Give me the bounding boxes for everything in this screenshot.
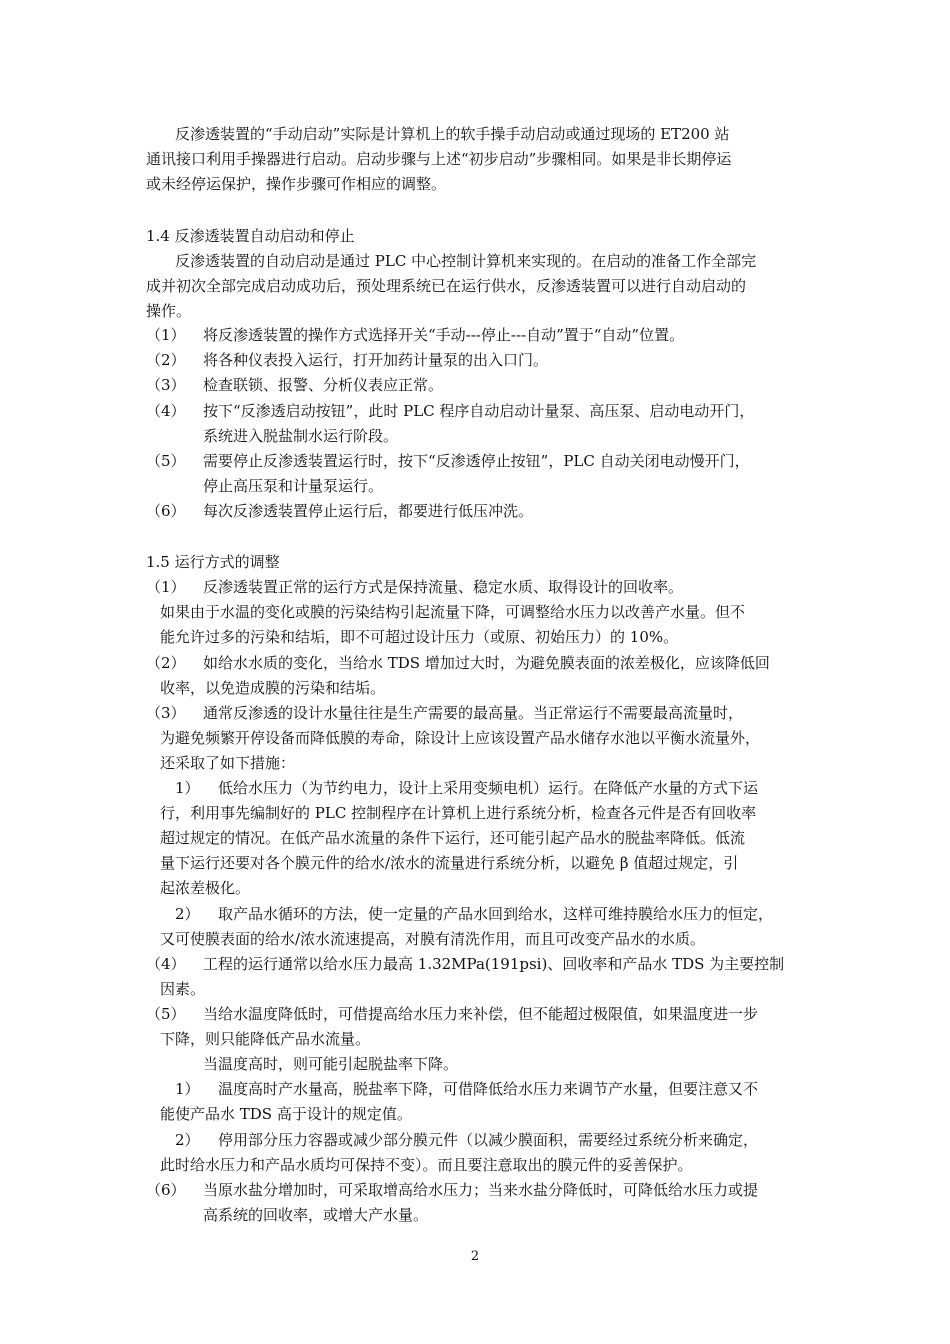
sub-item-text: 超过规定的情况。在低产品水流量的条件下运行，还可能引起产品水的脱盐率降低。低流 <box>160 829 746 847</box>
list-item-text: 能允许过多的污染和结垢，即不可超过设计压力（或原、初始压力）的 10%。 <box>160 628 679 646</box>
list-item-text: 如给水水质的变化，当给水 TDS 增加过大时，为避免膜表面的浓差极化，应该降低回 <box>203 654 770 672</box>
sub-item-text: 温度高时产水量高，脱盐率下降，可借降低给水压力来调节产水量，但要注意又不 <box>218 1080 759 1098</box>
list-item-number: （4） <box>146 402 186 420</box>
list-item-text: 当给水温度降低时，可借提高给水压力来补偿，但不能超过极限值，如果温度进一步 <box>203 1005 759 1023</box>
page-number: 2 <box>470 1249 480 1264</box>
intro-line: 或未经停运保护，操作步骤可作相应的调整。 <box>146 175 447 193</box>
list-item-text: 反渗透装置正常的运行方式是保持流量、稳定水质、取得设计的回收率。 <box>203 578 684 596</box>
list-item-text: 当原水盐分增加时，可采取增高给水压力；当来水盐分降低时，可降低给水压力或提 <box>203 1181 759 1199</box>
list-item-text: 检查联锁、报警、分析仪表应正常。 <box>203 376 444 394</box>
list-item-number: （3） <box>146 704 186 722</box>
list-item-number: （2） <box>146 351 186 369</box>
sub-item-number: 1） <box>175 1080 200 1098</box>
sub-item-number: 1） <box>175 779 200 797</box>
list-item-text: 系统进入脱盐制水运行阶段。 <box>203 427 399 445</box>
list-item-number: （1） <box>146 326 186 344</box>
section-1-4-intro-line: 操作。 <box>146 302 192 320</box>
list-item-text: 需要停止反渗透装置运行时，按下“反渗透停止按钮”，PLC 自动关闭电动慢开门， <box>203 452 750 470</box>
list-item-number: （5） <box>146 1005 186 1023</box>
sub-item-text: 行，利用事先编制好的 PLC 控制程序在计算机上进行系统分析，检查各元件是否有回收率 <box>160 804 757 822</box>
list-item-text: 工程的运行通常以给水压力最高 1.32MPa(191psi)、回收率和产品水 TDS 为主要控制 <box>203 955 785 973</box>
list-item-text: 将各种仪表投入运行，打开加药计量泵的出入口门。 <box>203 351 549 369</box>
list-item-text: 当温度高时，则可能引起脱盐率下降。 <box>203 1055 459 1073</box>
list-item-text: 按下“反渗透启动按钮”，此时 PLC 程序自动启动计量泵、高压泵、启动电动开门， <box>203 402 755 420</box>
intro-line: 通讯接口利用手操器进行启动。启动步骤与上述“初步启动”步骤相同。如果是非长期停运 <box>146 150 732 168</box>
sub-item-text: 低给水压力（为节约电力，设计上采用变频电机）运行。在降低产水量的方式下运 <box>218 779 759 797</box>
list-item-text: 通常反渗透的设计水量往往是生产需要的最高量。当正常运行不需要最高流量时， <box>203 704 744 722</box>
sub-item-text: 停用部分压力容器或减少部分膜元件（以减少膜面积，需要经过系统分析来确定， <box>218 1131 759 1149</box>
sub-item-text: 量下运行还要对各个膜元件的给水/浓水的流量进行系统分析，以避免 β 值超过规定，引 <box>160 854 739 872</box>
list-item-number: （4） <box>146 955 186 973</box>
sub-item-text: 此时给水压力和产品水质均可保持不变）。而且要注意取出的膜元件的妥善保护。 <box>160 1156 693 1174</box>
list-item-number: （6） <box>146 1181 186 1199</box>
list-item-text: 停止高压泵和计量泵运行。 <box>203 477 384 495</box>
list-item-text: 如果由于水温的变化或膜的污染结构引起流量下降，可调整给水压力以改善产水量。但不 <box>160 603 746 621</box>
list-item-text: 下降，则只能降低产品水流量。 <box>160 1030 371 1048</box>
list-item-number: （5） <box>146 452 186 470</box>
sub-item-text: 又可使膜表面的给水/浓水流速提高，对膜有清洗作用，而且可改变产品水的水质。 <box>160 930 706 948</box>
list-item-text: 高系统的回收率，或增大产水量。 <box>203 1206 429 1224</box>
list-item-number: （6） <box>146 502 186 520</box>
list-item-text: 还采取了如下措施： <box>160 754 296 772</box>
intro-line: 反渗透装置的“手动启动”实际是计算机上的软手操手动启动或通过现场的 ET200 站 <box>175 125 730 143</box>
list-item-text: 为避免频繁开停设备而降低膜的寿命，除设计上应该设置产品水储存水池以平衡水流量外， <box>160 729 761 747</box>
sub-item-text: 起浓差极化。 <box>160 879 251 897</box>
sub-item-number: 2） <box>175 1131 200 1149</box>
section-1-4-intro-line: 成并初次全部完成启动成功后，预处理系统已在运行供水，反渗透装置可以进行自动启动的 <box>146 277 747 295</box>
list-item-text: 收率，以免造成膜的污染和结垢。 <box>160 679 386 697</box>
list-item-number: （1） <box>146 578 186 596</box>
sub-item-text: 能使产品水 TDS 高于设计的规定值。 <box>160 1105 412 1123</box>
section-heading-1-4: 1.4 反渗透装置自动启动和停止 <box>146 227 355 245</box>
list-item-text: 每次反渗透装置停止运行后，都要进行低压冲洗。 <box>203 502 534 520</box>
sub-item-number: 2） <box>175 905 200 923</box>
list-item-number: （3） <box>146 376 186 394</box>
list-item-number: （2） <box>146 654 186 672</box>
section-heading-1-5: 1.5 运行方式的调整 <box>146 553 280 571</box>
sub-item-text: 取产品水循环的方法，使一定量的产品水回到给水，这样可维持膜给水压力的恒定， <box>218 905 774 923</box>
list-item-text: 因素。 <box>160 980 206 998</box>
list-item-text: 将反渗透装置的操作方式选择开关“手动---停止---自动”置于“自动”位置。 <box>203 326 685 344</box>
section-1-4-intro-line: 反渗透装置的自动启动是通过 PLC 中心控制计算机来实现的。在启动的准备工作全部完 <box>175 252 757 270</box>
